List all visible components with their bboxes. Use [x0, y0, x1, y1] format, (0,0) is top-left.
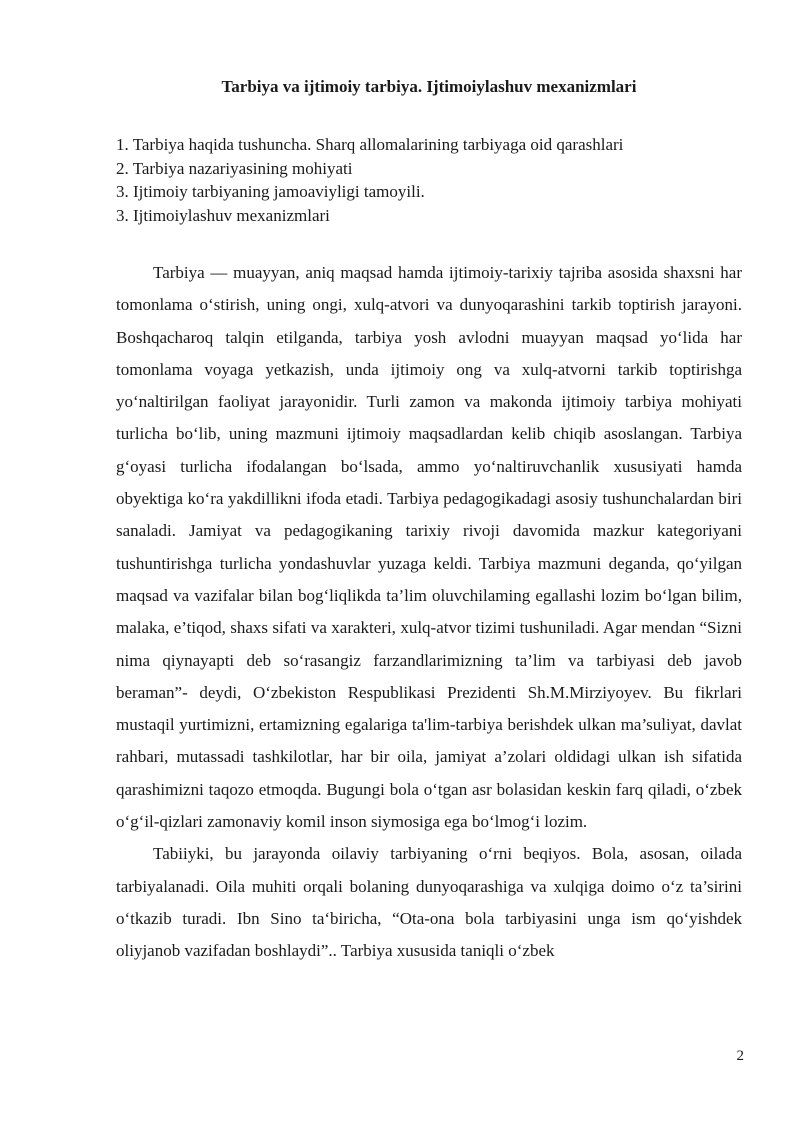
document-title: Tarbiya va ijtimoiy tarbiya. Ijtimoiylashuv mexanizmlari [221, 77, 637, 96]
page-number: 2 [736, 1048, 744, 1064]
topic-item: 3. Ijtimoiy tarbiyaning jamoaviyligi tamoyili. [116, 182, 425, 201]
topic-item: 3. Ijtimoiylashuv mexanizmlari [116, 205, 330, 225]
topic-item: 1. Tarbiya haqida tushuncha. Sharq allomalarining tarbiyaga oid qarashlari [116, 135, 624, 154]
paragraph: Tabiiyki, bu jarayonda oilaviy tarbiyaning o‘rni beqiyos. Bola, asosan, oilada tarbiyalanadi. Oila muhiti orqali bolaning dunyoqarashiga va xulqiga doimo o‘z ta’sirini o‘tkazib turadi. Ibn Sino ta‘biricha, “Ota-ona bola tarbiyasini unga ism qo‘yishdek oliyjanob vazifadan boshlaydi”.. Tarbiya xususida taniqli o‘zbek [116, 844, 742, 961]
topic-list [116, 133, 742, 227]
paragraph: Tarbiya — muayyan, aniq maqsad hamda ijtimoiy-tarixiy tajriba asosida shaxsni har tomonlama o‘stirish, uning ongi, xulq-atvori va dunyoqarashini tarkib toptirish jarayoni. Boshqacharoq talqin etilganda, tarbiya yosh avlodni muayyan maqsad yo‘lida har tomonlama voyaga yetkazish, unda ijtimoiy ong va xulq-atvorni tarkib toptirishga yo‘naltirilgan faoliyat jarayonidir. Turli zamon va makonda ijtimoiy tarbiya mohiyati turlicha bo‘lib, uning mazmuni ijtimoiy maqsadlardan kelib chiqib asoslangan. Tarbiya g‘oyasi turlicha ifodalangan bo‘lsada, ammo yo‘naltiruvchanlik xususiyati hamda obyektiga ko‘ra yakdillikni ifoda etadi. Tarbiya pedagogikadagi asosiy tushunchalardan biri sanaladi. Jamiyat va pedagogikaning tarixiy rivoji davomida mazkur kategoriyani tushuntirishga turlicha yondashuvlar yuzaga keldi. Tarbiya mazmuni deganda, qo‘yilgan maqsad va vazifalar bilan bog‘liqlikda ta’lim oluvchilaming egallashi lozim bo‘lgan bilim, malaka, e’tiqod, shaxs sifati va xarakteri, xulq-atvor tizimi tushuniladi. Agar mendan “Sizni nima qiynayapti deb so‘rasangiz farzandlarimizning ta’lim va tarbiyasi deb javob beraman”- deydi, O‘zbekiston Respublikasi Prezidenti Sh.M.Mirziyoyev. Bu fikrlari mustaqil yurtimizni, ertamizning egalariga ta'lim-tarbiya berishdek ulkan ma’suliyat, davlat rahbari, mutassadi tashkilotlar, har bir oila, jamiyat a’zolari oldidagi ulkan ish sifatida qarashimizni taqozo etmoqda. Bugungi bola o‘tgan asr bolasidan keskin farq qiladi, o‘zbek o‘g‘il-qizlari zamonaviy komil inson siymosiga ega bo‘lmog‘i lozim. [116, 263, 742, 832]
body-text [116, 257, 742, 968]
topic-item: 2. Tarbiya nazariyasining mohiyati [116, 158, 353, 178]
